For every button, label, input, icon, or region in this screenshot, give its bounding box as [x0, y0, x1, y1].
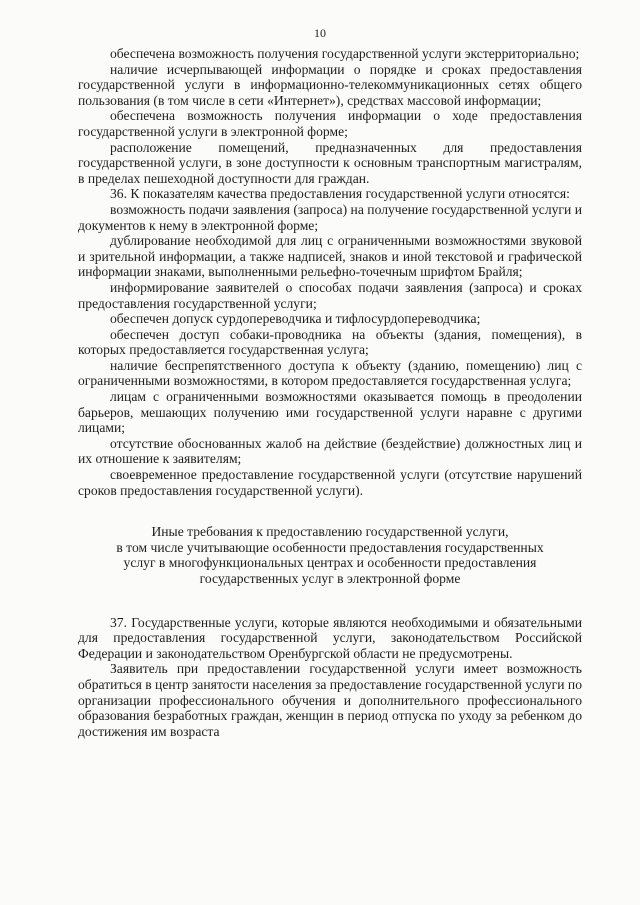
- section-heading-line: услуг в многофункциональных центрах и особенности предоставления: [123, 555, 537, 571]
- paragraph: отсутствие обоснованных жалоб на действие (бездействие) должностных лиц и их отношение к заявителям;: [78, 435, 582, 467]
- section-heading-line: в том числе учитывающие особенности предоставления государственных: [116, 539, 544, 555]
- paragraph: своевременное предоставление государственной услуги (отсутствие нарушений сроков предоставления государственной услуги).: [78, 467, 582, 498]
- paragraph: обеспечен допуск сурдопереводчика и тифлосурдопереводчика;: [110, 311, 481, 327]
- paragraph: наличие беспрепятственного доступа к объекту (зданию, помещению) лиц с ограниченными возможностями, в котором предоставляется государственная услуга;: [78, 357, 582, 389]
- paragraph: возможность подачи заявления (запроса) на получение государственной услуги и документов к нему в электронной форме;: [78, 201, 582, 233]
- paragraph: обеспечена возможность получения государственной услуги экстерриториально;: [110, 46, 580, 61]
- paragraph: дублирование необходимой для лиц с ограниченными возможностями звуковой и зрительной информации, а также надписей, знаков и иной текстовой и графической информации знаками, выполненными рельефно-точечным шрифтом Брайля;: [78, 233, 582, 280]
- paragraph: информирование заявителей о способах подачи заявления (запроса) и сроках предоставления государственной услуги;: [78, 279, 582, 311]
- section-heading-line: Иные требования к предоставлению государственной услуги,: [151, 524, 509, 540]
- paragraph: наличие исчерпывающей информации о порядке и сроках предоставления государственной услуги в информационно-телекоммуникационных сетях общего пользования (в том числе в сети «Интернет»), средствах массовой информации;: [78, 61, 582, 108]
- page-number: 10: [314, 26, 326, 40]
- section-heading-line: государственных услуг в электронной форме: [199, 571, 461, 586]
- paragraph: Заявитель при предоставлении государственной услуги имеет возможность обратиться в центр занятости населения за предоставление государственной услуги по организации профессионального обучения и дополнительного профессионального образования безработных граждан, женщин в период отпуска по уходу за ребенком до достижения им возраста: [78, 661, 582, 739]
- paragraph: лицам с ограниченными возможностями оказывается помощь в преодолении барьеров, мешающих получению ими государственной услуги наравне с другими лицами;: [78, 389, 582, 436]
- paragraph: 37. Государственные услуги, которые являются необходимыми и обязательными для предоставления государственной услуги, законодательством Российской Федерации и законодательством Оренбургской области не предусмотрены.: [78, 614, 582, 661]
- document-body: [78, 46, 582, 739]
- paragraph: расположение помещений, предназначенных для предоставления государственной услуги, в зоне доступности к основным транспортным магистралям, в пределах пешеходной доступности для граждан.: [78, 139, 582, 186]
- paragraph: обеспечен доступ собаки-проводника на объекты (здания, помещения), в которых предоставляется государственная услуга;: [78, 326, 582, 358]
- paragraph: 36. К показателям качества предоставления государственной услуги относятся:: [110, 186, 570, 202]
- section-heading: [78, 524, 582, 586]
- paragraph: обеспечена возможность получения информации о ходе предоставления государственной услуги в электронной форме;: [78, 108, 582, 139]
